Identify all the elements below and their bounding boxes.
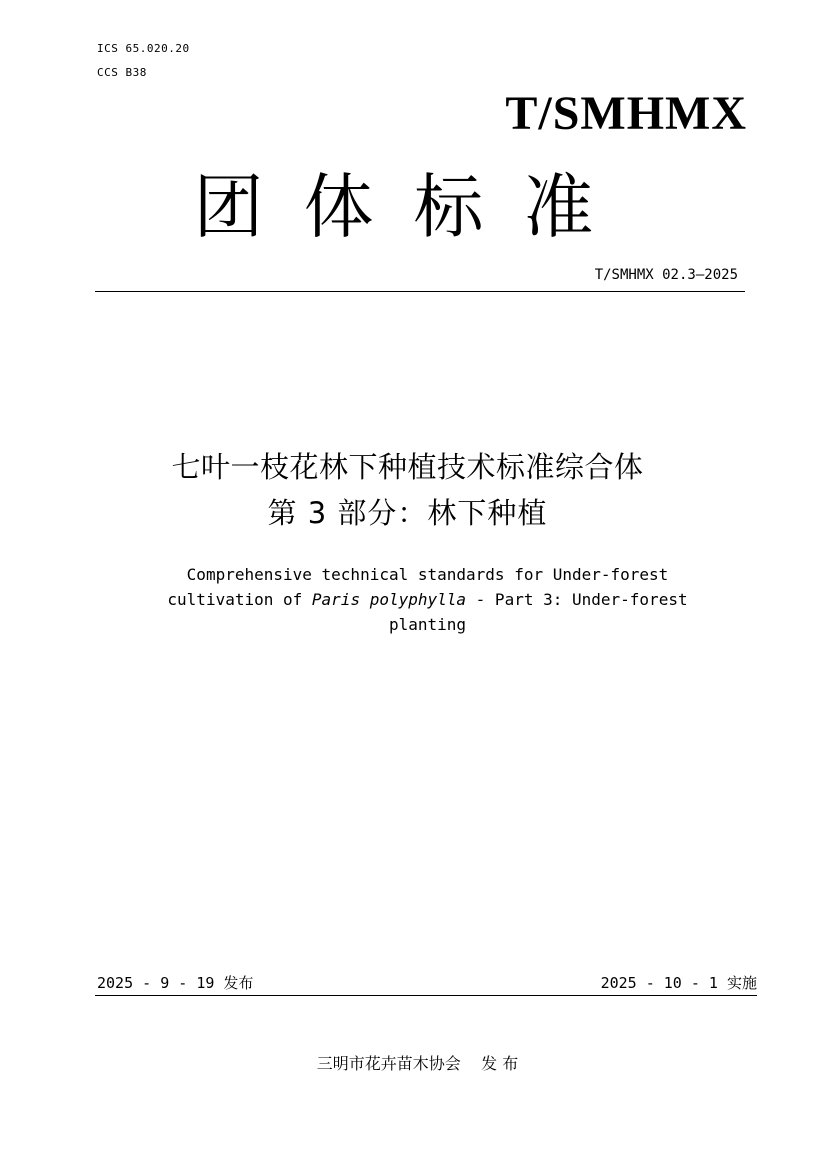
standard-number: T/SMHMX 02.3—2025 xyxy=(594,267,738,283)
document-type-heading: 团体标准 xyxy=(193,166,634,248)
ccs-code: CCS B38 xyxy=(97,66,147,79)
association-code: T/SMHMX xyxy=(505,87,747,140)
english-title-prefix: cultivation of xyxy=(167,590,312,609)
publish-date: 2025 - 9 - 19 发布 xyxy=(97,974,254,992)
footer-divider xyxy=(95,995,757,996)
english-title-line-2 xyxy=(0,588,815,612)
chinese-title-line-2: 第 3 部分：林下种植 xyxy=(267,496,548,530)
english-title-line-3: planting xyxy=(388,615,467,634)
implementation-date: 2025 - 10 - 1 实施 xyxy=(600,974,757,992)
ics-code: ICS 65.020.20 xyxy=(97,42,190,55)
publisher-line: 三明市花卉苗木协会 发 布 xyxy=(316,1054,519,1073)
species-name-italic: Paris polyphylla xyxy=(311,590,467,609)
english-title-suffix: - Part 3: Under-forest xyxy=(466,590,688,609)
header-divider xyxy=(95,291,745,292)
chinese-title-line-1: 七叶一枝花林下种植技术标准综合体 xyxy=(171,450,644,484)
english-title-line-1: Comprehensive technical standards for Under-forest xyxy=(186,565,669,584)
